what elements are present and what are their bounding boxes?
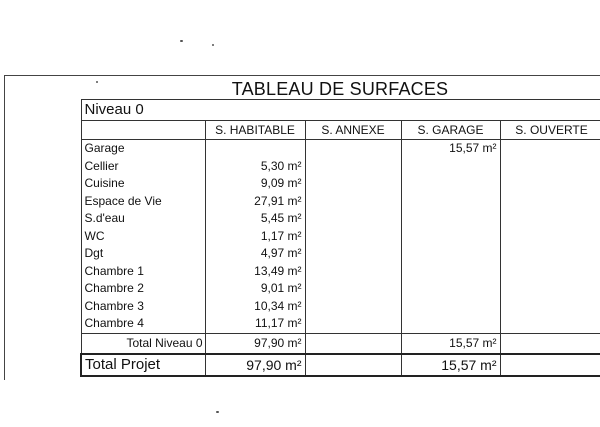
room-name: Chambre 2: [81, 280, 205, 298]
garage-value: [401, 298, 500, 316]
annexe-value: [305, 263, 401, 281]
scan-speck: [216, 411, 219, 413]
page-title: TABLEAU DE SURFACES: [231, 79, 449, 99]
ouverte-value: [500, 263, 600, 281]
table-row: [81, 263, 600, 281]
annexe-value: [305, 280, 401, 298]
habitable-value: 5,45 m²: [205, 210, 305, 228]
table-row: [81, 140, 600, 158]
annexe-value: [305, 193, 401, 211]
annexe-value: [305, 298, 401, 316]
total-level-ouverte: [500, 333, 600, 354]
room-name: Chambre 4: [81, 315, 205, 333]
room-name: Chambre 1: [81, 263, 205, 281]
total-project-habitable: 97,90 m²: [205, 354, 305, 376]
scan-speck: [180, 40, 183, 42]
table-row: [81, 175, 600, 193]
ouverte-value: [500, 228, 600, 246]
annexe-value: [305, 158, 401, 176]
ouverte-value: [500, 210, 600, 228]
table-row: [81, 315, 600, 333]
table-row: [81, 193, 600, 211]
habitable-value: 4,97 m²: [205, 245, 305, 263]
habitable-value: 1,17 m²: [205, 228, 305, 246]
column-header-row: [81, 121, 600, 140]
column-header-annexe: S. ANNEXE: [305, 121, 401, 140]
table-row: [81, 245, 600, 263]
room-name: Cuisine: [81, 175, 205, 193]
ouverte-value: [500, 175, 600, 193]
total-project-label: Total Projet: [81, 354, 205, 376]
room-name: Cellier: [81, 158, 205, 176]
habitable-value: 9,09 m²: [205, 175, 305, 193]
room-name: Espace de Vie: [81, 193, 205, 211]
column-header-room: [81, 121, 205, 140]
garage-value: [401, 210, 500, 228]
level-label: Niveau 0: [81, 100, 600, 121]
table-row: [81, 210, 600, 228]
total-level-habitable: 97,90 m²: [205, 333, 305, 354]
habitable-value: 10,34 m²: [205, 298, 305, 316]
scan-speck: [212, 44, 214, 46]
surfaces-table-wrapper: [80, 99, 600, 377]
total-project-ouverte: [500, 354, 600, 376]
table-row: [81, 158, 600, 176]
table-row: [81, 228, 600, 246]
habitable-value: 11,17 m²: [205, 315, 305, 333]
ouverte-value: [500, 158, 600, 176]
total-level-garage: 15,57 m²: [401, 333, 500, 354]
column-header-garage: S. GARAGE: [401, 121, 500, 140]
garage-value: [401, 158, 500, 176]
habitable-value: 13,49 m²: [205, 263, 305, 281]
table-row: [81, 298, 600, 316]
garage-value: [401, 263, 500, 281]
table-row: [81, 280, 600, 298]
room-name: WC: [81, 228, 205, 246]
surfaces-table: [80, 99, 600, 377]
ouverte-value: [500, 280, 600, 298]
garage-value: [401, 245, 500, 263]
garage-value: [401, 315, 500, 333]
room-name: Garage: [81, 140, 205, 158]
total-project-row: [81, 354, 600, 376]
room-name: Chambre 3: [81, 298, 205, 316]
level-header-row: [81, 100, 600, 121]
total-level-row: [81, 333, 600, 354]
annexe-value: [305, 210, 401, 228]
habitable-value: 27,91 m²: [205, 193, 305, 211]
habitable-value: 5,30 m²: [205, 158, 305, 176]
annexe-value: [305, 228, 401, 246]
total-project-garage: 15,57 m²: [401, 354, 500, 376]
ouverte-value: [500, 140, 600, 158]
habitable-value: [205, 140, 305, 158]
ouverte-value: [500, 193, 600, 211]
annexe-value: [305, 315, 401, 333]
annexe-value: [305, 245, 401, 263]
annexe-value: [305, 175, 401, 193]
column-header-ouverte: S. OUVERTE: [500, 121, 600, 140]
room-name: Dgt: [81, 245, 205, 263]
garage-value: [401, 228, 500, 246]
room-name: S.d'eau: [81, 210, 205, 228]
total-project-annexe: [305, 354, 401, 376]
habitable-value: 9,01 m²: [205, 280, 305, 298]
total-level-annexe: [305, 333, 401, 354]
garage-value: [401, 193, 500, 211]
garage-value: [401, 175, 500, 193]
garage-value: [401, 280, 500, 298]
column-header-habitable: S. HABITABLE: [205, 121, 305, 140]
ouverte-value: [500, 245, 600, 263]
ouverte-value: [500, 298, 600, 316]
garage-value: 15,57 m²: [401, 140, 500, 158]
ouverte-value: [500, 315, 600, 333]
annexe-value: [305, 140, 401, 158]
total-level-label: Total Niveau 0: [81, 333, 205, 354]
